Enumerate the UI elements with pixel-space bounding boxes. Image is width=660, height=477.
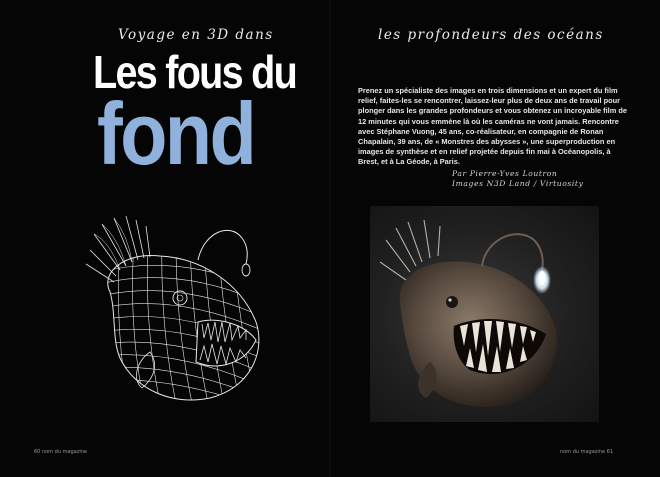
- kicker-right: les profondeurs des océans: [378, 27, 604, 43]
- author-credit: Par Pierre-Yves Loutron: [452, 169, 558, 178]
- anglerfish-render-image: [370, 206, 599, 422]
- image-credit: Images N3D Land / Virtuosity: [452, 179, 584, 188]
- page-gutter: [329, 0, 331, 477]
- title-line-2: fond: [97, 84, 255, 183]
- folio-left: 60 nom du magazine: [34, 449, 88, 455]
- credits: [452, 169, 632, 189]
- folio-right: nom du magazine 61: [560, 449, 614, 455]
- title-line-1: Les fous du: [93, 46, 297, 98]
- kicker-left: Voyage en 3D dans: [118, 27, 274, 43]
- intro-paragraph: Prenez un spécialiste des images en trois dimensions et un expert du film relief, faites-les se rencontrer, laissez-leur plus de deux ans de travail pour plonger dans les grandes profondeurs et vous obtenez un incroyable film de 12 minutes qui vous emmène là où les caméras ne vont jamais. Rencontre avec Stéphane Vuong, 45 ans, co-réalisateur, en compagnie de Ronan Chapalain, 39 ans, de « Monstres des abysses », une superproduction en images de synthèse et en relief projetée depuis fin mai à Océanopolis, à Brest, et à La Géode, à Paris.: [358, 86, 627, 167]
- anglerfish-wireframe-image: [80, 212, 272, 408]
